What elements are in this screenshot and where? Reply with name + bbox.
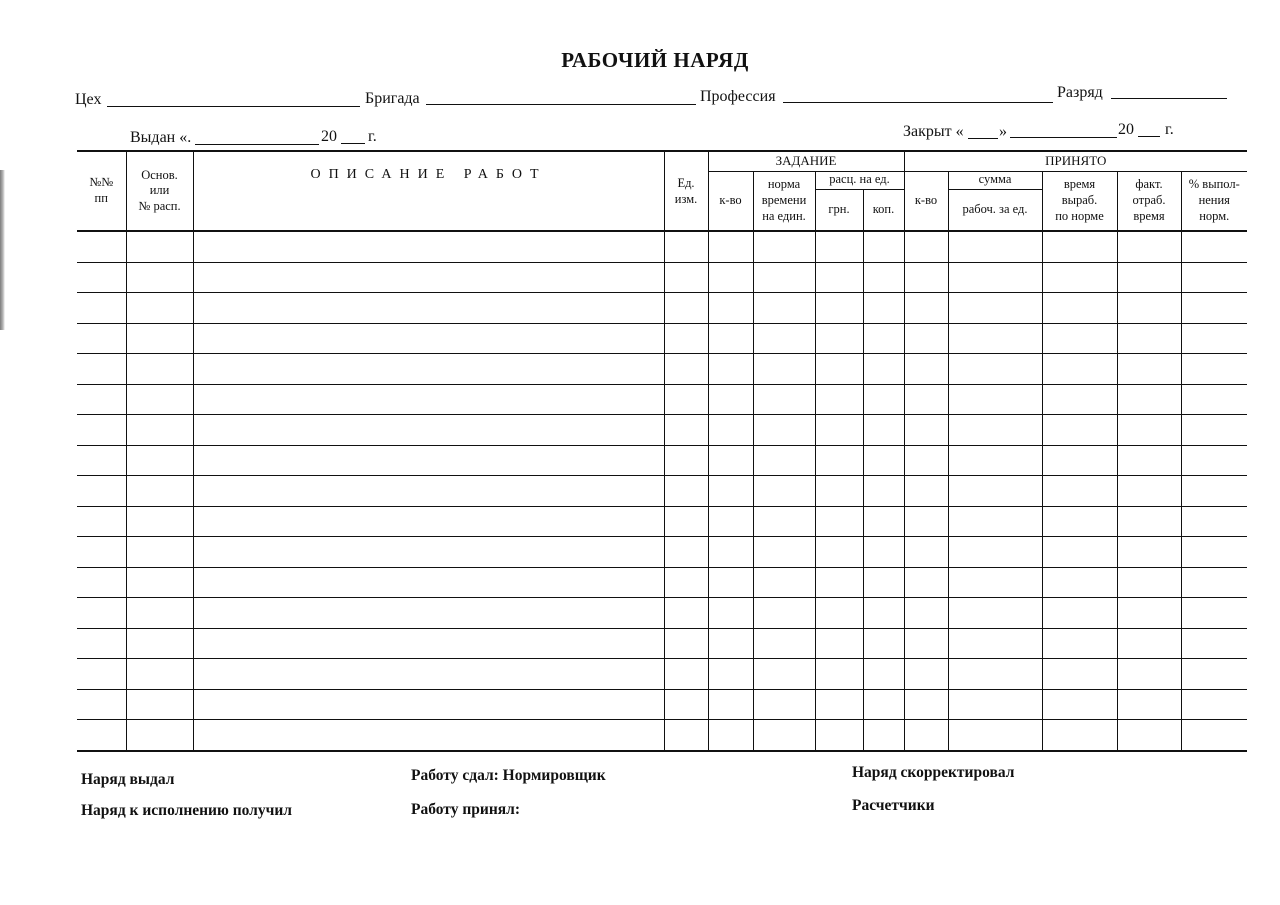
table-cell[interactable]: [664, 720, 708, 751]
table-cell[interactable]: [815, 506, 863, 537]
table-row: [77, 689, 1247, 720]
table-cell[interactable]: [1042, 567, 1117, 598]
table-cell[interactable]: [708, 231, 753, 262]
table-cell[interactable]: [753, 689, 815, 720]
table-cell[interactable]: [948, 262, 1042, 293]
table-cell[interactable]: [77, 537, 126, 568]
table-cell[interactable]: [1181, 506, 1247, 537]
table-cell[interactable]: [1042, 476, 1117, 507]
col-header-accepted-qty: к-во: [904, 171, 948, 231]
table-cell[interactable]: [193, 231, 664, 262]
table-cell[interactable]: [708, 598, 753, 629]
table-cell[interactable]: [753, 476, 815, 507]
table-cell[interactable]: [664, 323, 708, 354]
table-cell[interactable]: [1117, 567, 1181, 598]
col-header-time-norm: время выраб. по норме: [1042, 171, 1117, 231]
table-cell[interactable]: [948, 323, 1042, 354]
table-cell[interactable]: [664, 262, 708, 293]
table-cell[interactable]: [753, 628, 815, 659]
table-cell[interactable]: [863, 598, 904, 629]
table-cell[interactable]: [948, 476, 1042, 507]
table-cell[interactable]: [948, 354, 1042, 385]
table-cell[interactable]: [77, 506, 126, 537]
table-cell[interactable]: [948, 384, 1042, 415]
table-cell[interactable]: [815, 720, 863, 751]
table-cell[interactable]: [863, 415, 904, 446]
table-cell[interactable]: [1181, 384, 1247, 415]
table-cell[interactable]: [904, 659, 948, 690]
table-cell[interactable]: [708, 506, 753, 537]
table-cell[interactable]: [1117, 262, 1181, 293]
table-cell[interactable]: [664, 415, 708, 446]
table-cell[interactable]: [193, 415, 664, 446]
table-cell[interactable]: [1181, 445, 1247, 476]
col-header-basis: Основ. или № расп.: [126, 151, 193, 231]
group-header-task: ЗАДАНИЕ: [708, 151, 904, 171]
table-cell[interactable]: [664, 598, 708, 629]
table-cell[interactable]: [193, 598, 664, 629]
table-cell[interactable]: [126, 415, 193, 446]
table-cell[interactable]: [193, 323, 664, 354]
table-cell[interactable]: [193, 628, 664, 659]
table-cell[interactable]: [77, 293, 126, 324]
table-cell[interactable]: [904, 323, 948, 354]
table-cell[interactable]: [77, 231, 126, 262]
table-cell[interactable]: [708, 415, 753, 446]
table-cell[interactable]: [815, 231, 863, 262]
table-cell[interactable]: [863, 354, 904, 385]
table-cell[interactable]: [77, 384, 126, 415]
table-cell[interactable]: [904, 689, 948, 720]
table-cell[interactable]: [126, 689, 193, 720]
table-cell[interactable]: [904, 293, 948, 324]
table-cell[interactable]: [948, 445, 1042, 476]
table-cell[interactable]: [77, 567, 126, 598]
table-cell[interactable]: [1042, 598, 1117, 629]
footer-issued-by: Наряд выдал: [81, 771, 175, 788]
footer-work-handed: Работу сдал: Нормировщик: [411, 767, 606, 784]
col-header-rate-uah: грн.: [815, 189, 863, 231]
table-cell[interactable]: [126, 262, 193, 293]
issued-year-suffix: г.: [368, 128, 377, 145]
table-cell[interactable]: [1181, 689, 1247, 720]
table-cell[interactable]: [193, 659, 664, 690]
table-cell[interactable]: [193, 720, 664, 751]
table-cell[interactable]: [193, 262, 664, 293]
closed-day-field[interactable]: [968, 138, 998, 139]
closed-year-prefix: 20: [1118, 121, 1134, 138]
table-cell[interactable]: [948, 506, 1042, 537]
table-cell[interactable]: [904, 354, 948, 385]
table-cell[interactable]: [1181, 567, 1247, 598]
table-cell[interactable]: [1117, 476, 1181, 507]
table-cell[interactable]: [77, 476, 126, 507]
closed-month-field[interactable]: [1010, 137, 1117, 138]
issued-year-field[interactable]: [341, 143, 365, 144]
table-cell[interactable]: [77, 689, 126, 720]
table-cell[interactable]: [1042, 293, 1117, 324]
table-cell[interactable]: [664, 384, 708, 415]
table-cell[interactable]: [904, 415, 948, 446]
table-cell[interactable]: [193, 567, 664, 598]
col-header-percent: % выпол- нения норм.: [1181, 171, 1247, 231]
brigade-field[interactable]: [426, 104, 696, 105]
table-cell[interactable]: [863, 323, 904, 354]
table-cell[interactable]: [1117, 445, 1181, 476]
table-cell[interactable]: [77, 720, 126, 751]
table-cell[interactable]: [1117, 537, 1181, 568]
issued-date-field[interactable]: [195, 144, 319, 145]
table-cell[interactable]: [753, 445, 815, 476]
table-cell[interactable]: [904, 384, 948, 415]
table-cell[interactable]: [904, 628, 948, 659]
table-cell[interactable]: [77, 598, 126, 629]
table-cell[interactable]: [1181, 628, 1247, 659]
table-cell[interactable]: [1181, 720, 1247, 751]
table-cell[interactable]: [1117, 659, 1181, 690]
table-cell[interactable]: [1117, 506, 1181, 537]
table-row: [77, 659, 1247, 690]
table-row: [77, 323, 1247, 354]
table-cell[interactable]: [126, 445, 193, 476]
table-cell[interactable]: [708, 659, 753, 690]
table-cell[interactable]: [1042, 689, 1117, 720]
table-row: [77, 262, 1247, 293]
table-cell[interactable]: [1117, 628, 1181, 659]
table-cell[interactable]: [1117, 720, 1181, 751]
table-cell[interactable]: [948, 689, 1042, 720]
table-row: [77, 384, 1247, 415]
table-cell[interactable]: [1042, 354, 1117, 385]
table-cell[interactable]: [948, 567, 1042, 598]
table-cell[interactable]: [193, 354, 664, 385]
grade-label: Разряд: [1057, 84, 1103, 101]
table-cell[interactable]: [77, 354, 126, 385]
table-cell[interactable]: [1117, 384, 1181, 415]
table-cell[interactable]: [863, 567, 904, 598]
table-cell[interactable]: [863, 231, 904, 262]
table-cell[interactable]: [815, 537, 863, 568]
table-row: [77, 598, 1247, 629]
table-cell[interactable]: [1042, 262, 1117, 293]
table-cell[interactable]: [863, 384, 904, 415]
table-cell[interactable]: [753, 231, 815, 262]
table-cell[interactable]: [948, 537, 1042, 568]
table-cell[interactable]: [664, 354, 708, 385]
table-cell[interactable]: [863, 476, 904, 507]
table-cell[interactable]: [126, 506, 193, 537]
table-cell[interactable]: [1181, 323, 1247, 354]
table-cell[interactable]: [126, 659, 193, 690]
table-cell[interactable]: [126, 231, 193, 262]
table-cell[interactable]: [77, 659, 126, 690]
table-cell[interactable]: [753, 354, 815, 385]
table-cell[interactable]: [708, 384, 753, 415]
shop-label: Цех: [75, 91, 102, 108]
table-cell[interactable]: [126, 567, 193, 598]
table-cell[interactable]: [753, 720, 815, 751]
table-cell[interactable]: [948, 231, 1042, 262]
table-cell[interactable]: [1042, 323, 1117, 354]
table-row: [77, 354, 1247, 385]
table-cell[interactable]: [77, 628, 126, 659]
table-cell[interactable]: [815, 384, 863, 415]
table-cell[interactable]: [1181, 537, 1247, 568]
table-cell[interactable]: [815, 628, 863, 659]
table-cell[interactable]: [753, 293, 815, 324]
table-cell[interactable]: [664, 628, 708, 659]
table-cell[interactable]: [1042, 231, 1117, 262]
table-cell[interactable]: [904, 476, 948, 507]
table-cell[interactable]: [1117, 293, 1181, 324]
table-cell[interactable]: [77, 415, 126, 446]
table-cell[interactable]: [815, 323, 863, 354]
table-cell[interactable]: [904, 262, 948, 293]
table-cell[interactable]: [664, 476, 708, 507]
table-cell[interactable]: [1042, 415, 1117, 446]
col-header-description: ОПИСАНИЕ РАБОТ: [193, 151, 664, 231]
table-cell[interactable]: [1181, 659, 1247, 690]
table-cell[interactable]: [126, 323, 193, 354]
table-cell[interactable]: [708, 293, 753, 324]
table-cell[interactable]: [948, 720, 1042, 751]
table-cell[interactable]: [77, 445, 126, 476]
table-cell[interactable]: [126, 628, 193, 659]
brigade-label: Бригада: [365, 90, 420, 107]
table-cell[interactable]: [904, 537, 948, 568]
table-cell[interactable]: [1181, 231, 1247, 262]
table-cell[interactable]: [1042, 384, 1117, 415]
col-header-rate-kop: коп.: [863, 189, 904, 231]
table-cell[interactable]: [708, 476, 753, 507]
profession-label: Профессия: [700, 88, 776, 105]
footer-work-accepted: Работу принял:: [411, 801, 520, 818]
table-cell[interactable]: [863, 293, 904, 324]
col-header-sum-per-unit: рабоч. за ед.: [948, 189, 1042, 231]
col-header-task-qty: к-во: [708, 171, 753, 231]
table-cell[interactable]: [815, 598, 863, 629]
col-header-unit: Ед. изм.: [664, 151, 708, 231]
closed-quote: »: [999, 123, 1007, 140]
table-cell[interactable]: [815, 659, 863, 690]
table-cell[interactable]: [948, 598, 1042, 629]
footer-corrected-by: Наряд скорректировал: [852, 764, 1015, 781]
table-cell[interactable]: [126, 476, 193, 507]
col-header-task-rate: расц. на ед.: [815, 171, 904, 189]
table-cell[interactable]: [863, 445, 904, 476]
table-row: [77, 628, 1247, 659]
table-row: [77, 567, 1247, 598]
table-cell[interactable]: [708, 689, 753, 720]
issued-label: Выдан «.: [130, 129, 192, 146]
table-cell[interactable]: [1042, 659, 1117, 690]
table-cell[interactable]: [1181, 262, 1247, 293]
table-cell[interactable]: [815, 567, 863, 598]
col-header-actual-time: факт. отраб. время: [1117, 171, 1181, 231]
table-row: [77, 537, 1247, 568]
table-cell[interactable]: [753, 659, 815, 690]
table-cell[interactable]: [904, 567, 948, 598]
table-cell[interactable]: [815, 689, 863, 720]
issued-year-prefix: 20: [321, 128, 337, 145]
table-cell[interactable]: [863, 628, 904, 659]
table-cell[interactable]: [664, 659, 708, 690]
table-cell[interactable]: [753, 415, 815, 446]
table-cell[interactable]: [753, 567, 815, 598]
table-cell[interactable]: [863, 262, 904, 293]
table-cell[interactable]: [1042, 537, 1117, 568]
table-cell[interactable]: [1042, 628, 1117, 659]
table-cell[interactable]: [77, 323, 126, 354]
table-cell[interactable]: [193, 384, 664, 415]
table-cell[interactable]: [126, 293, 193, 324]
closed-label: Закрыт «: [903, 123, 964, 140]
table-cell[interactable]: [1117, 354, 1181, 385]
table-cell[interactable]: [1042, 445, 1117, 476]
table-row: [77, 720, 1247, 751]
table-row: [77, 506, 1247, 537]
table-cell[interactable]: [948, 293, 1042, 324]
table-cell[interactable]: [1042, 720, 1117, 751]
table-cell[interactable]: [1181, 598, 1247, 629]
table-cell[interactable]: [904, 720, 948, 751]
table-cell[interactable]: [948, 415, 1042, 446]
table-cell[interactable]: [753, 384, 815, 415]
table-cell[interactable]: [1181, 354, 1247, 385]
col-header-task-norm: норма времени на един.: [753, 171, 815, 231]
table-cell[interactable]: [815, 445, 863, 476]
table-row: [77, 415, 1247, 446]
profession-field[interactable]: [783, 102, 1053, 103]
table-cell[interactable]: [193, 476, 664, 507]
table-cell[interactable]: [863, 720, 904, 751]
table-cell[interactable]: [815, 354, 863, 385]
shop-field[interactable]: [107, 106, 360, 107]
table-cell[interactable]: [904, 598, 948, 629]
table-cell[interactable]: [948, 659, 1042, 690]
table-cell[interactable]: [126, 354, 193, 385]
table-cell[interactable]: [1042, 506, 1117, 537]
table-cell[interactable]: [708, 720, 753, 751]
table-cell[interactable]: [1181, 293, 1247, 324]
table-cell[interactable]: [126, 598, 193, 629]
table-cell[interactable]: [1117, 323, 1181, 354]
table-row: [77, 476, 1247, 507]
table-cell[interactable]: [193, 506, 664, 537]
table-row: [77, 445, 1247, 476]
table-cell[interactable]: [863, 537, 904, 568]
table-cell[interactable]: [815, 262, 863, 293]
table-cell[interactable]: [664, 537, 708, 568]
col-header-number: №№ пп: [77, 151, 126, 231]
table-row: [77, 293, 1247, 324]
table-row: [77, 231, 1247, 262]
table-cell[interactable]: [193, 293, 664, 324]
group-header-accepted: ПРИНЯТО: [904, 151, 1247, 171]
table-cell[interactable]: [708, 628, 753, 659]
table-cell[interactable]: [904, 231, 948, 262]
table-cell[interactable]: [863, 659, 904, 690]
document-title: РАБОЧИЙ НАРЯД: [561, 48, 749, 72]
work-order-table: [77, 150, 1247, 752]
table-cell[interactable]: [815, 476, 863, 507]
table-cell[interactable]: [1181, 476, 1247, 507]
table-cell[interactable]: [904, 506, 948, 537]
table-cell[interactable]: [126, 384, 193, 415]
closed-year-field[interactable]: [1138, 136, 1160, 137]
table-cell[interactable]: [863, 506, 904, 537]
table-cell[interactable]: [1181, 415, 1247, 446]
table-cell[interactable]: [753, 598, 815, 629]
table-cell[interactable]: [193, 689, 664, 720]
table-cell[interactable]: [708, 445, 753, 476]
table-cell[interactable]: [948, 628, 1042, 659]
table-cell[interactable]: [1117, 231, 1181, 262]
table-cell[interactable]: [193, 445, 664, 476]
table-cell[interactable]: [664, 567, 708, 598]
table-cell[interactable]: [1117, 415, 1181, 446]
table-cell[interactable]: [708, 537, 753, 568]
table-cell[interactable]: [664, 231, 708, 262]
table-cell[interactable]: [1117, 689, 1181, 720]
table-cell[interactable]: [708, 323, 753, 354]
table-cell[interactable]: [126, 537, 193, 568]
table-cell[interactable]: [753, 323, 815, 354]
table-cell[interactable]: [664, 506, 708, 537]
footer-received-by: Наряд к исполнению получил: [81, 802, 292, 819]
table-cell[interactable]: [664, 689, 708, 720]
table-cell[interactable]: [753, 506, 815, 537]
scan-edge-shadow: [0, 170, 5, 330]
table-cell[interactable]: [708, 567, 753, 598]
table-cell[interactable]: [753, 537, 815, 568]
table-cell[interactable]: [863, 689, 904, 720]
table-cell[interactable]: [815, 293, 863, 324]
closed-year-suffix: г.: [1165, 121, 1174, 138]
grade-field[interactable]: [1111, 98, 1227, 99]
table-cell[interactable]: [193, 537, 664, 568]
table-cell[interactable]: [664, 293, 708, 324]
table-cell[interactable]: [77, 262, 126, 293]
table-cell[interactable]: [815, 415, 863, 446]
table-cell[interactable]: [708, 354, 753, 385]
footer-accountants: Расчетчики: [852, 797, 935, 814]
table-cell[interactable]: [708, 262, 753, 293]
table-cell[interactable]: [664, 445, 708, 476]
table-cell[interactable]: [753, 262, 815, 293]
table-cell[interactable]: [126, 720, 193, 751]
table-cell[interactable]: [1117, 598, 1181, 629]
col-header-accepted-sum: сумма: [948, 171, 1042, 189]
table-cell[interactable]: [904, 445, 948, 476]
